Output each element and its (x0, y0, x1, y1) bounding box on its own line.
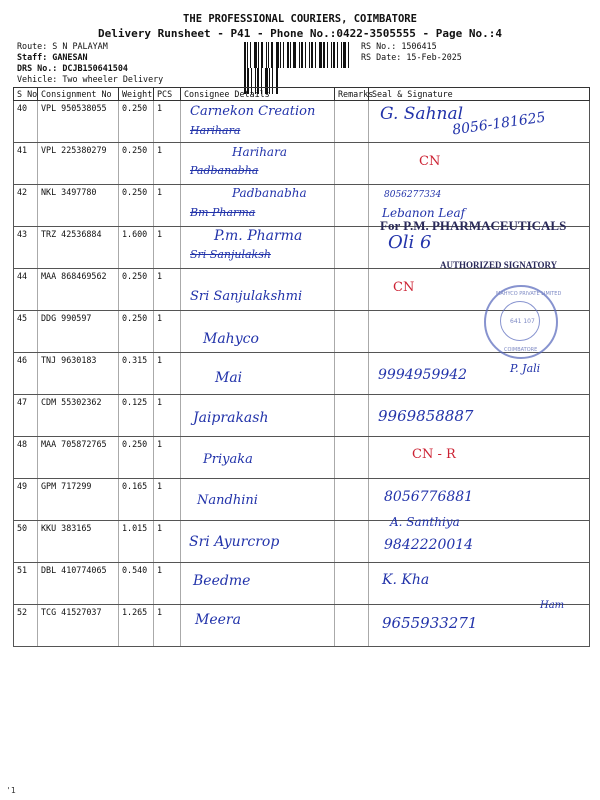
hw-consignee-43-strike: Sri Sanjulaksh (190, 248, 271, 261)
runsheet-table (13, 87, 590, 647)
row-sno: 43 (14, 227, 38, 269)
row-consignment: VPL 950538055 (38, 101, 119, 143)
row-remarks-cell (335, 437, 369, 479)
row-weight: 0.250 (119, 269, 154, 311)
drs-number: DRS No.: DCJB150641504 (17, 63, 128, 73)
row-pcs: 1 (154, 437, 181, 479)
row-pcs: 1 (154, 227, 181, 269)
row-consignment: NKL 3497780 (38, 185, 119, 227)
hw-phone-50: 9842220014 (384, 537, 474, 553)
table-row (14, 479, 590, 521)
hw-signature-50: A. Santhiya (390, 515, 460, 529)
hw-signature-48: CN - R (412, 447, 456, 462)
row-consignment: DBL 410774065 (38, 563, 119, 605)
table-row (14, 521, 590, 563)
row-consignment: GPM 717299 (38, 479, 119, 521)
row-consignment: KKU 383165 (38, 521, 119, 563)
row-consignment: MAA 705872765 (38, 437, 119, 479)
hw-signature-40: G. Sahnal (380, 104, 464, 124)
row-remarks-cell (335, 101, 369, 143)
row-pcs: 1 (154, 269, 181, 311)
row-remarks-cell (335, 227, 369, 269)
row-pcs: 1 (154, 563, 181, 605)
row-weight: 0.540 (119, 563, 154, 605)
seal-top-text: MAHYCO PRIVATE LIMITED (496, 291, 562, 297)
row-sno: 49 (14, 479, 38, 521)
row-signature-cell (369, 143, 590, 185)
hw-signature-51: K. Kha (382, 572, 430, 588)
col-sno: S No (14, 88, 38, 101)
row-pcs: 1 (154, 143, 181, 185)
row-weight: 0.250 (119, 437, 154, 479)
row-pcs: 1 (154, 395, 181, 437)
company-seal (484, 285, 562, 359)
hw-consignee-47: Jaiprakash (193, 410, 269, 426)
table-row (14, 395, 590, 437)
hw-phone-47: 9969858887 (378, 407, 474, 425)
row-pcs: 1 (154, 185, 181, 227)
hw-signature-43: Oli 6 (388, 232, 432, 253)
runsheet-title: Delivery Runsheet - P41 - Phone No.:0422-3505555 - Page No.:4 (98, 27, 502, 40)
row-weight: 1.015 (119, 521, 154, 563)
table-row (14, 353, 590, 395)
row-weight: 1.265 (119, 605, 154, 647)
row-remarks-cell (335, 395, 369, 437)
staff: Staff: GANESAN (17, 52, 88, 62)
hw-consignee-46: Mai (215, 370, 243, 386)
hw-consignee-50: Sri Ayurcrop (189, 534, 280, 550)
row-sno: 51 (14, 563, 38, 605)
hw-signature-44: CN (393, 280, 415, 295)
route: Route: S N PALAYAM (17, 41, 108, 51)
row-sno: 46 (14, 353, 38, 395)
row-sno: 41 (14, 143, 38, 185)
row-pcs: 1 (154, 311, 181, 353)
company-title: THE PROFESSIONAL COURIERS, COIMBATORE (183, 13, 417, 25)
seal-bottom-text: COIMBATORE (504, 347, 538, 353)
row-remarks-cell (335, 311, 369, 353)
row-remarks-cell (335, 605, 369, 647)
row-remarks-cell (335, 143, 369, 185)
row-sno: 45 (14, 311, 38, 353)
table-header (14, 88, 590, 101)
barcode (244, 42, 352, 68)
row-sno: 52 (14, 605, 38, 647)
hw-consignee-41-strike: Padbanabha (190, 164, 259, 177)
col-consignment: Consignment No (38, 88, 119, 101)
row-pcs: 1 (154, 353, 181, 395)
hw-phone-46: 9994959942 (378, 367, 468, 383)
row-remarks-cell (335, 563, 369, 605)
table-row (14, 605, 590, 647)
hw-consignee-40: Carnekon Creation (190, 104, 316, 119)
col-pcs: PCS (154, 88, 181, 101)
rs-number: RS No.: 1506415 (361, 41, 437, 51)
row-sno: 40 (14, 101, 38, 143)
hw-signature-52: Ham (540, 600, 565, 611)
row-weight: 0.250 (119, 185, 154, 227)
row-remarks-cell (335, 479, 369, 521)
col-weight: Weight (119, 88, 154, 101)
corner-mark: '1 (6, 786, 16, 795)
hw-consignee-40-strike: Harihara (190, 124, 241, 137)
col-signature: Seal & Signature (369, 88, 590, 101)
hw-consignee-43: P.m. Pharma (214, 228, 303, 244)
row-pcs: 1 (154, 479, 181, 521)
row-consignment: CDM 55302362 (38, 395, 119, 437)
table-row (14, 437, 590, 479)
row-weight: 0.125 (119, 395, 154, 437)
row-sno: 44 (14, 269, 38, 311)
row-consignment: TNJ 9630183 (38, 353, 119, 395)
row-consignment: DDG 990597 (38, 311, 119, 353)
row-sno: 47 (14, 395, 38, 437)
hw-consignee-51: Beedme (193, 573, 251, 589)
row-remarks-cell (335, 185, 369, 227)
row-remarks-cell (335, 269, 369, 311)
row-remarks-cell (335, 353, 369, 395)
hw-signature-42: Lebanon Leaf (382, 206, 466, 220)
seal-middle-text: 641 107 (510, 318, 535, 325)
row-sno: 42 (14, 185, 38, 227)
hw-phone-49: 8056776881 (384, 489, 474, 505)
hw-consignee-41: Harihara (232, 145, 287, 159)
row-signature-cell (369, 437, 590, 479)
table-row (14, 563, 590, 605)
row-consignment: VPL 225380279 (38, 143, 119, 185)
hw-phone-42: 8056277334 (384, 190, 442, 200)
hw-consignee-48: Priyaka (203, 452, 253, 467)
vehicle: Vehicle: Two wheeler Delivery (17, 74, 164, 84)
row-remarks-cell (335, 521, 369, 563)
hw-phone-52: 9655933271 (382, 614, 478, 632)
row-weight: 0.250 (119, 101, 154, 143)
row-consignee-cell (181, 353, 335, 395)
row-pcs: 1 (154, 605, 181, 647)
hw-consignee-42-strike: Bm Pharma (190, 206, 256, 219)
hw-signature-46: P. Jali (510, 362, 541, 375)
row-sno: 50 (14, 521, 38, 563)
row-consignment: MAA 868469562 (38, 269, 119, 311)
hw-consignee-52: Meera (195, 612, 241, 628)
hw-consignee-44: Sri Sanjulakshmi (190, 289, 303, 304)
row-pcs: 1 (154, 101, 181, 143)
row-pcs: 1 (154, 521, 181, 563)
hw-phone-40: 8056-181625 (451, 109, 547, 139)
row-weight: 0.165 (119, 479, 154, 521)
row-consignment: TRZ 42536884 (38, 227, 119, 269)
hw-signature-41: CN (419, 154, 441, 169)
stamp-authorized-line: AUTHORIZED SIGNATORY (440, 260, 558, 270)
row-weight: 0.250 (119, 143, 154, 185)
hw-consignee-42: Padbanabha (232, 186, 307, 200)
row-consignment: TCG 41527037 (38, 605, 119, 647)
col-consignee: Consignee Details (181, 88, 335, 101)
row-weight: 0.315 (119, 353, 154, 395)
rs-date: RS Date: 15-Feb-2025 (361, 52, 462, 62)
table-row (14, 143, 590, 185)
stamp-company-line: For P.M. PHARMACEUTICALS (380, 218, 567, 233)
hw-consignee-45: Mahyco (203, 331, 259, 347)
hw-consignee-49: Nandhini (197, 493, 258, 508)
row-sno: 48 (14, 437, 38, 479)
row-weight: 1.600 (119, 227, 154, 269)
row-weight: 0.250 (119, 311, 154, 353)
col-remarks: Remarks (335, 88, 369, 101)
